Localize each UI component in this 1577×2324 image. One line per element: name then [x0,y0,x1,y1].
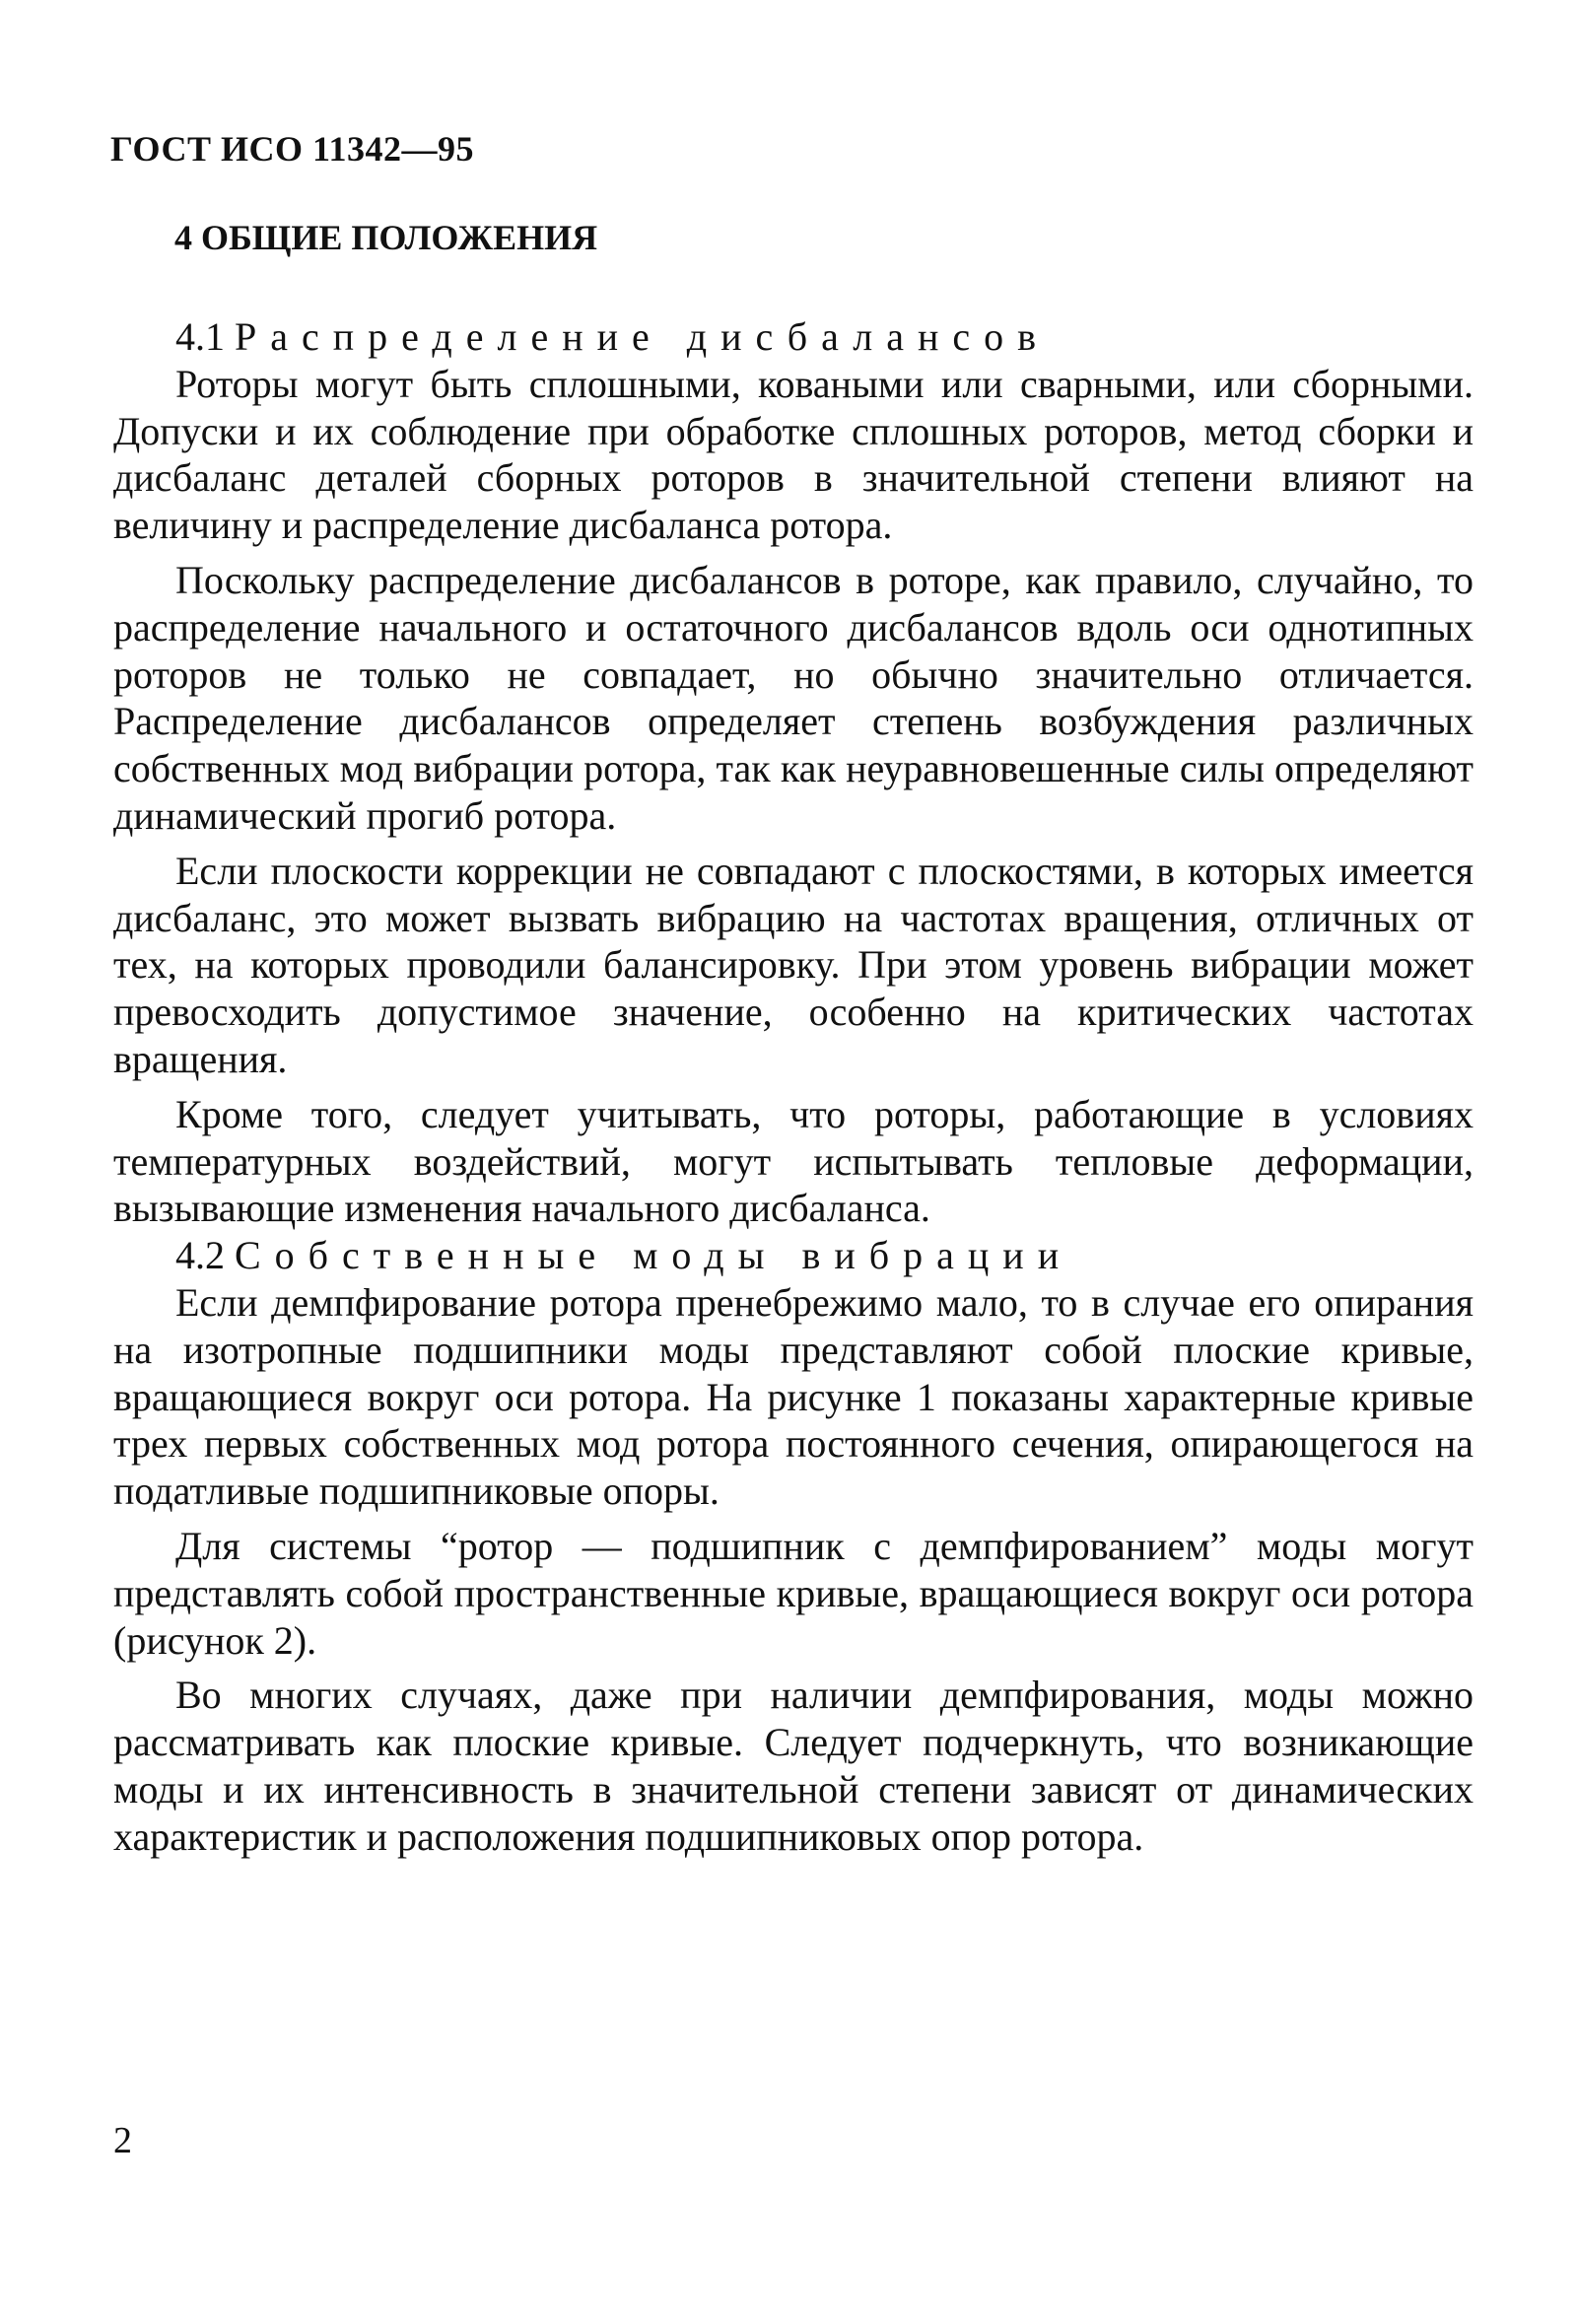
body-text [113,313,1474,1861]
subsection-title: Распределение дисбалансов [235,314,1050,359]
subsection-number: 4.1 [175,314,225,359]
subsection-number: 4.2 [175,1233,225,1278]
section-heading: 4 ОБЩИЕ ПОЛОЖЕНИЯ [174,218,598,257]
page-number: 2 [113,2120,132,2161]
paragraph: Во многих случаях, даже при наличии демпфирования, моды можно рассматривать как плоские кривые. Следует подчеркнуть, что возникающие моды и их интенсивность в значительной степени зависят от динамических характеристик и расположения подшипниковых опор ротора. [113,1673,1474,1859]
paragraph: Если плоскости коррекции не совпадают с плоскостями, в которых имеется дисбаланс, это может вызвать вибрацию на частотах вращения, отличных от тех, на которых проводили балансировку. При этом уровень вибрации может превосходить допустимое значение, особенно на критических частотах вращения. [113,848,1474,1081]
document-code: ГОСТ ИСО 11342—95 [110,129,474,169]
subsection-title: Собственные моды вибрации [235,1233,1073,1278]
paragraph: Кроме того, следует учитывать, что роторы, работающие в условиях температурных воздействий, могут испытывать тепловые деформации, вызывающие изменения начального дисбаланса. [113,1091,1474,1231]
subsection-heading-4-1 [113,313,1474,361]
paragraph: Поскольку распределение дисбалансов в роторе, как правило, случайно, то распределение начального и остаточного дисбалансов вдоль оси однотипных роторов не только не совпадает, но обычно значительно отличается. Распределение дисбалансов определяет степень возбуждения различных собственных мод вибрации ротора, так как неуравновешенные силы определяют динамический прогиб ротора. [113,557,1474,838]
subsection-heading-4-2 [113,1232,1474,1279]
paragraph: Если демпфирование ротора пренебрежимо мало, то в случае его опирания на изотропные подшипники моды представляют собой плоские кривые, вращающиеся вокруг оси ротора. На рисунке 1 показаны характерные кривые трех первых собственных мод ротора постоянного сечения, опирающегося на податливые подшипниковые опоры. [113,1279,1474,1514]
paragraph: Роторы могут быть сплошными, коваными или сварными, или сборными. Допуски и их соблюдение при обработке сплошных роторов, метод сборки и дисбаланс деталей сборных роторов в значительной степени влияют на величину и распределение дисбаланса ротора. [113,361,1474,548]
paragraph: Для системы “ротор — подшипник с демпфированием” моды могут представлять собой пространственные кривые, вращающиеся вокруг оси ротора (рисунок 2). [113,1523,1474,1663]
